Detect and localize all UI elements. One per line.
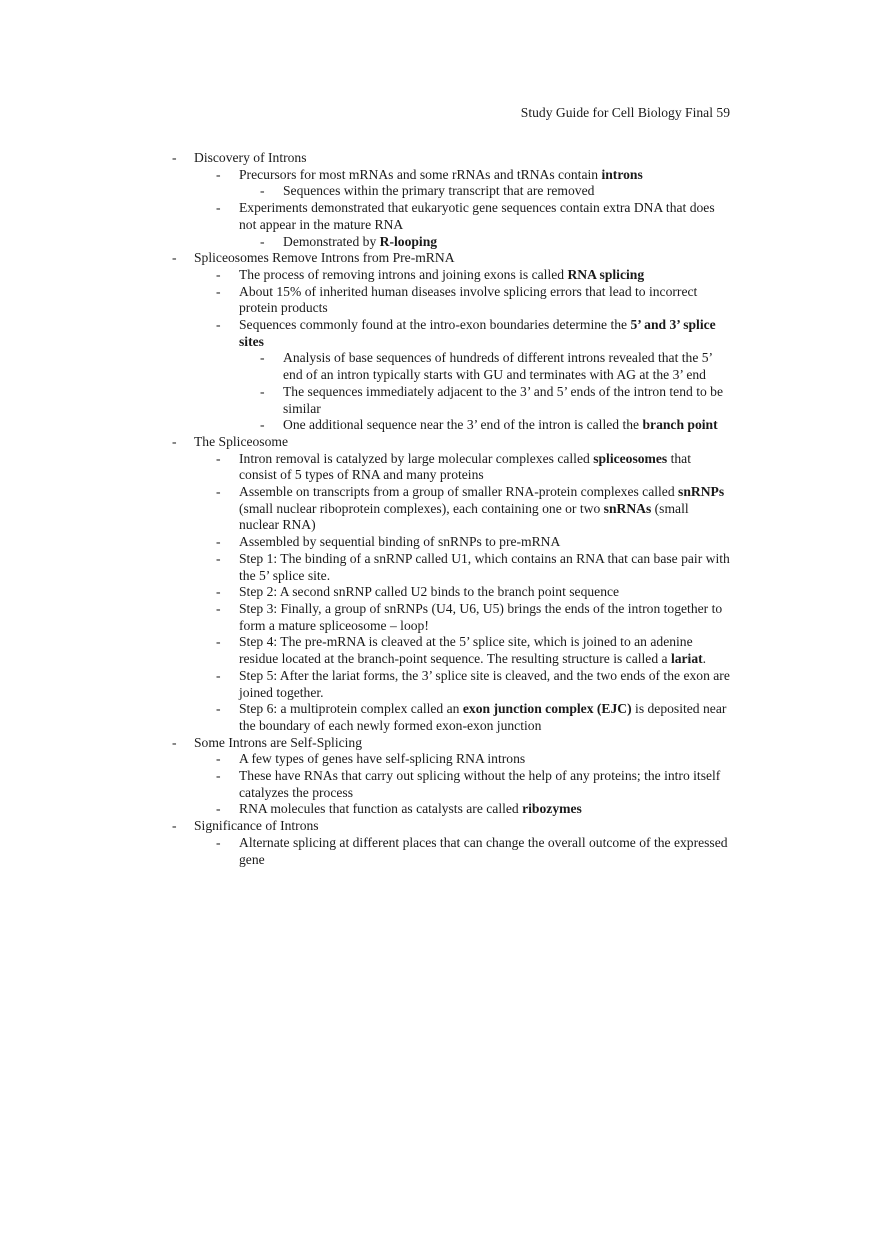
sub-list-item bbox=[0, 350, 728, 383]
bullet-dash: - bbox=[216, 667, 221, 683]
item-text: that consist of 5 types of RNA and many proteins bbox=[239, 450, 691, 483]
bullet-dash: - bbox=[216, 166, 221, 182]
list-item bbox=[0, 801, 731, 818]
bullet-dash: - bbox=[172, 818, 177, 834]
list-item bbox=[0, 701, 731, 734]
item-text: (small nuclear riboprotein complexes), each containing one or two bbox=[239, 500, 604, 516]
sub-list-item bbox=[0, 417, 728, 434]
item-text: Experiments demonstrated that eukaryotic gene sequences contain extra DNA that does not appear in the mature RNA bbox=[239, 200, 715, 232]
bold-term: 5’ and 3’ splice sites bbox=[239, 317, 716, 349]
list-item bbox=[0, 668, 731, 701]
bullet-dash: - bbox=[216, 534, 221, 550]
bold-term: branch point bbox=[642, 417, 718, 433]
item-text: The process of removing introns and joining exons is called bbox=[239, 266, 568, 282]
bullet-dash: - bbox=[216, 317, 221, 333]
bold-term: RNA splicing bbox=[567, 266, 645, 282]
item-text: Alternate splicing at different places that can change the overall outcome of the expressed gene bbox=[239, 834, 728, 867]
item-text: (small nuclear RNA) bbox=[239, 500, 689, 533]
section-heading bbox=[0, 735, 729, 752]
bullet-dash: - bbox=[260, 383, 265, 399]
list-item bbox=[0, 484, 731, 534]
sub-list-item bbox=[0, 183, 728, 200]
bullet-dash: - bbox=[260, 233, 265, 249]
bold-term: spliceosomes bbox=[593, 450, 668, 466]
item-text: . bbox=[702, 651, 707, 667]
item-text: Analysis of base sequences of hundreds of different introns revealed that the 5’ end of an intron typically starts with GU and terminates with AG at the 3’ end bbox=[283, 350, 713, 383]
list-item bbox=[0, 167, 731, 184]
sub-list-item bbox=[0, 384, 728, 417]
list-item bbox=[0, 284, 731, 317]
item-text: Step 2: A second snRNP called U2 binds to the branch point sequence bbox=[239, 584, 620, 600]
item-text: RNA molecules that function as catalysts are called bbox=[239, 801, 523, 817]
bold-term: lariat bbox=[670, 651, 703, 667]
bullet-dash: - bbox=[172, 734, 177, 750]
bullet-dash: - bbox=[216, 584, 221, 600]
bold-term: R-looping bbox=[379, 233, 438, 249]
bullet-dash: - bbox=[216, 801, 221, 817]
bullet-dash: - bbox=[260, 183, 265, 199]
item-text: The sequences immediately adjacent to the 3’ and 5’ ends of the intron tend to be similar bbox=[283, 383, 724, 416]
item-text: Step 4: The pre-mRNA is cleaved at the 5’ splice site, which is joined to an adenine residue located at the branch-point sequence. The resulting structure is called a bbox=[239, 634, 693, 667]
item-text: Step 3: Finally, a group of snRNPs (U4, U6, U5) brings the ends of the intron together to form a mature spliceosome – loop! bbox=[239, 600, 723, 633]
list-item bbox=[0, 835, 731, 868]
list-item bbox=[0, 451, 731, 484]
list-item bbox=[0, 317, 731, 350]
sub-list-item bbox=[0, 234, 728, 251]
bold-term: ribozymes bbox=[522, 801, 582, 817]
bullet-dash: - bbox=[216, 484, 221, 500]
bullet-dash: - bbox=[172, 433, 177, 449]
bullet-dash: - bbox=[216, 550, 221, 566]
bullet-dash: - bbox=[260, 417, 265, 433]
list-item bbox=[0, 768, 731, 801]
item-text: One additional sequence near the 3’ end of the intron is called the bbox=[283, 417, 643, 433]
outline bbox=[0, 150, 880, 868]
section-heading bbox=[0, 150, 729, 167]
item-text: These have RNAs that carry out splicing without the help of any proteins; the intro itself catalyzes the process bbox=[239, 768, 721, 800]
list-item bbox=[0, 200, 731, 233]
bold-term: snRNAs bbox=[603, 500, 652, 516]
item-text: Some Introns are Self-Splicing bbox=[194, 734, 363, 750]
item-text: About 15% of inherited human diseases involve splicing errors that lead to incorrect protein products bbox=[239, 283, 698, 316]
bullet-dash: - bbox=[216, 200, 221, 216]
item-text: Assembled by sequential binding of snRNPs to pre-mRNA bbox=[239, 534, 561, 550]
list-item bbox=[0, 267, 731, 284]
bullet-dash: - bbox=[216, 283, 221, 299]
item-text: is deposited near the boundary of each newly formed exon-exon junction bbox=[239, 701, 727, 733]
bold-term: snRNPs bbox=[678, 484, 725, 500]
page-header: Study Guide for Cell Biology Final 59 bbox=[520, 105, 730, 120]
bullet-dash: - bbox=[172, 250, 177, 266]
list-item bbox=[0, 534, 731, 551]
item-text: Precursors for most mRNAs and some rRNAs and tRNAs contain bbox=[239, 166, 602, 182]
bullet-dash: - bbox=[216, 450, 221, 466]
item-text: Sequences commonly found at the intro-exon boundaries determine the bbox=[239, 317, 631, 333]
list-item bbox=[0, 584, 731, 601]
section-heading bbox=[0, 434, 729, 451]
item-text: Sequences within the primary transcript that are removed bbox=[283, 183, 595, 199]
item-text: Step 6: a multiprotein complex called an bbox=[239, 701, 463, 717]
bullet-dash: - bbox=[216, 834, 221, 850]
bold-term: exon junction complex (EJC) bbox=[462, 701, 632, 717]
bullet-dash: - bbox=[216, 266, 221, 282]
bullet-dash: - bbox=[172, 150, 177, 165]
item-text: Demonstrated by bbox=[283, 233, 380, 249]
list-item bbox=[0, 601, 731, 634]
bullet-dash: - bbox=[216, 600, 221, 616]
item-text: Significance of Introns bbox=[194, 818, 319, 834]
item-text: Discovery of Introns bbox=[194, 150, 307, 165]
item-text: Spliceosomes Remove Introns from Pre-mRNA bbox=[194, 250, 455, 266]
bullet-dash: - bbox=[260, 350, 265, 366]
item-text: Step 1: The binding of a snRNP called U1, which contains an RNA that can base pair with the 5’ splice site. bbox=[239, 550, 730, 583]
item-text: Step 5: After the lariat forms, the 3’ splice site is cleaved, and the two ends of the exon are joined together. bbox=[239, 667, 730, 700]
list-item bbox=[0, 551, 731, 584]
item-text: The Spliceosome bbox=[194, 433, 289, 449]
bullet-dash: - bbox=[216, 751, 221, 767]
bullet-dash: - bbox=[216, 768, 221, 784]
item-text: A few types of genes have self-splicing RNA introns bbox=[239, 751, 526, 767]
list-item bbox=[0, 751, 731, 768]
bullet-dash: - bbox=[216, 634, 221, 650]
bullet-dash: - bbox=[216, 701, 221, 717]
section-heading bbox=[0, 818, 729, 835]
item-text: Assemble on transcripts from a group of smaller RNA-protein complexes called bbox=[239, 484, 679, 500]
list-item bbox=[0, 634, 731, 667]
bold-term: introns bbox=[601, 166, 643, 182]
item-text: Intron removal is catalyzed by large molecular complexes called bbox=[239, 450, 594, 466]
section-heading bbox=[0, 250, 729, 267]
